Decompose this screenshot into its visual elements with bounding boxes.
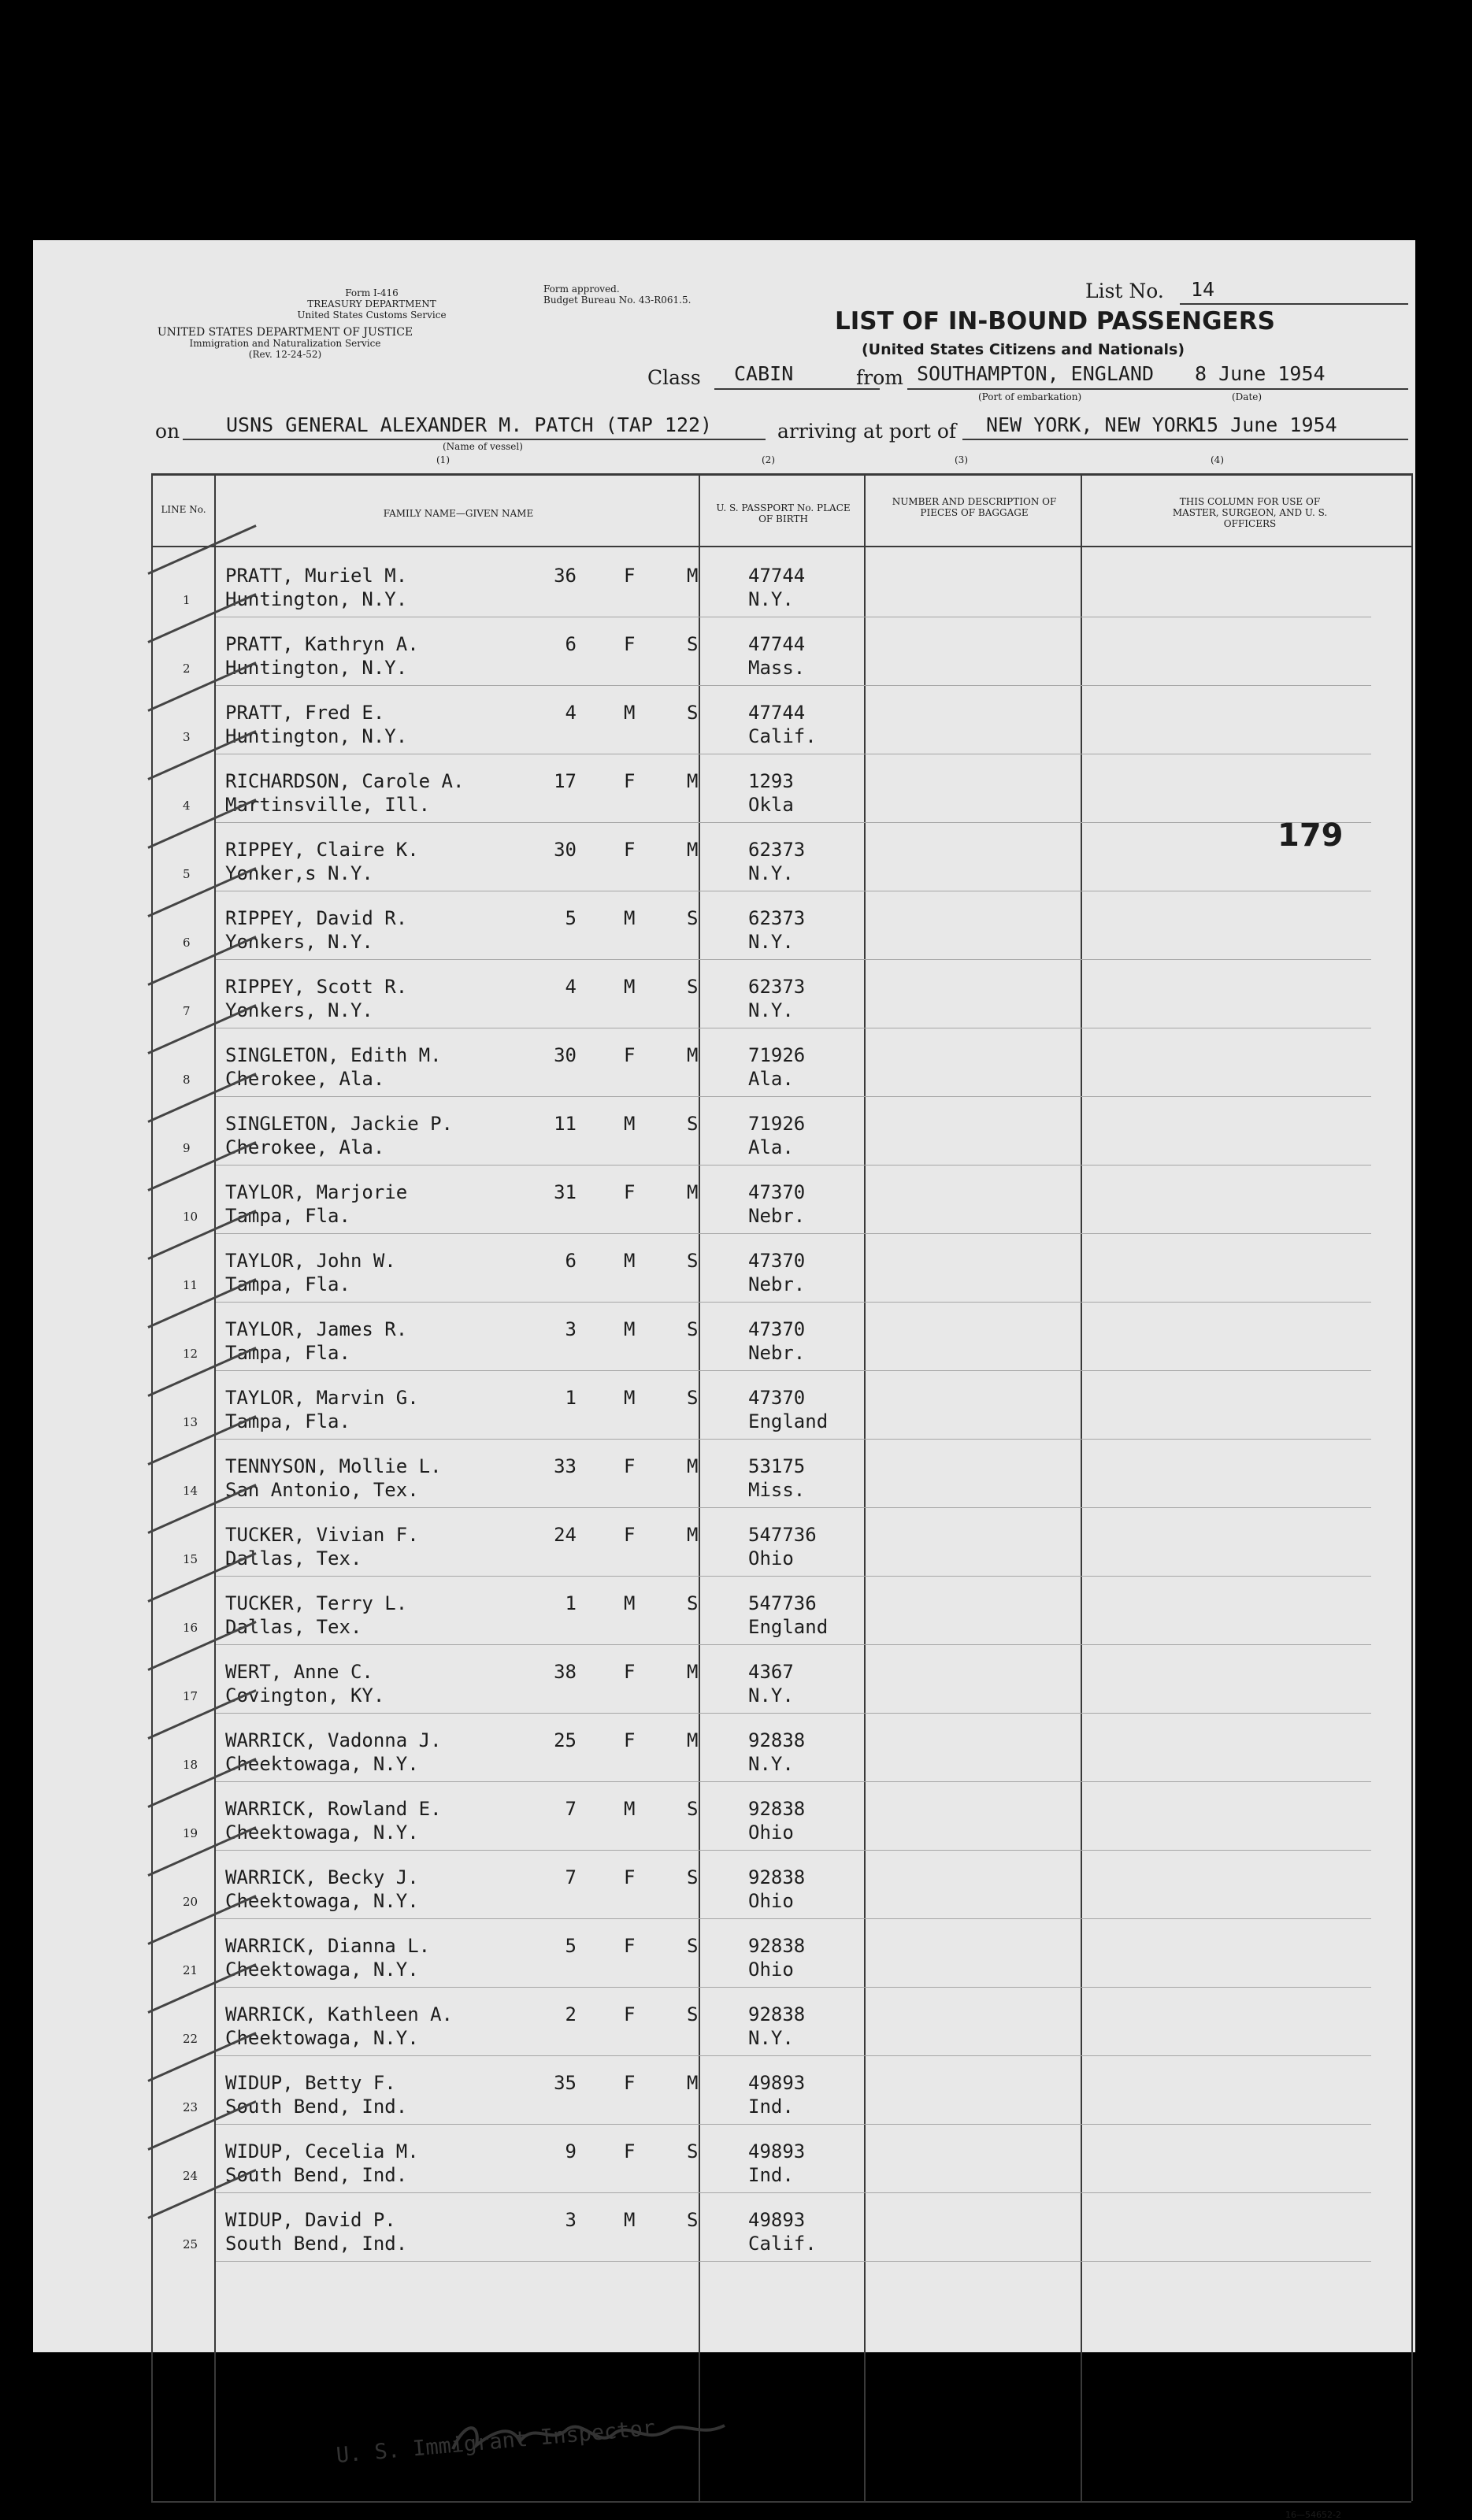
passenger-sex: F <box>624 1729 636 1751</box>
passenger-row <box>33 617 1415 686</box>
place-of-birth: Ind. <box>748 2164 794 2186</box>
passenger-name: WERT, Anne C. <box>225 1661 373 1683</box>
passenger-age: 3 <box>565 1318 577 1340</box>
passenger-age: 33 <box>554 1455 577 1477</box>
form-code: 16—54652-2 <box>1285 2510 1341 2520</box>
passenger-residence: Cheektowaga, N.Y. <box>225 1890 419 1912</box>
passenger-age: 38 <box>554 1661 577 1683</box>
passenger-age: 6 <box>565 1250 577 1272</box>
marital-status: S <box>687 1592 699 1614</box>
passenger-age: 30 <box>554 1044 577 1066</box>
revision-label: (Rev. 12-24-52) <box>248 349 322 360</box>
marital-status: S <box>687 702 699 724</box>
place-of-birth: Calif. <box>748 2233 817 2255</box>
passport-number: 47370 <box>748 1250 806 1272</box>
passenger-row <box>33 960 1415 1028</box>
marital-status: M <box>687 770 699 792</box>
line-number: 7 <box>183 1004 191 1018</box>
place-of-birth: Ohio <box>748 1890 794 1912</box>
passenger-sex: F <box>624 1181 636 1203</box>
marital-status: M <box>687 565 699 587</box>
passenger-name: RIPPEY, Scott R. <box>225 976 408 998</box>
passenger-residence: Cheektowaga, N.Y. <box>225 2027 419 2049</box>
marital-status: M <box>687 1181 699 1203</box>
passenger-age: 30 <box>554 839 577 861</box>
line-number: 19 <box>183 1826 198 1840</box>
passport-number: 62373 <box>748 839 806 861</box>
line-number: 18 <box>183 1758 198 1772</box>
passenger-residence: Tampa, Fla. <box>225 1342 350 1364</box>
passenger-sex: M <box>624 1798 636 1820</box>
place-of-birth: N.Y. <box>748 1753 794 1775</box>
marital-status: S <box>687 1935 699 1957</box>
list-no-label: List No. <box>1085 280 1164 302</box>
passenger-row <box>33 1028 1415 1097</box>
passenger-sex: M <box>624 702 636 724</box>
marital-status: S <box>687 2140 699 2162</box>
passenger-age: 6 <box>565 633 577 655</box>
passenger-row <box>33 1645 1415 1714</box>
line-number: 10 <box>183 1210 198 1224</box>
passenger-name: PRATT, Fred E. <box>225 702 385 724</box>
place-of-birth: N.Y. <box>748 862 794 884</box>
passenger-age: 25 <box>554 1729 577 1751</box>
passenger-name: TAYLOR, John W. <box>225 1250 396 1272</box>
place-of-birth: Ala. <box>748 1068 794 1090</box>
passenger-row <box>33 1440 1415 1508</box>
passenger-name: PRATT, Kathryn A. <box>225 633 419 655</box>
passenger-name: WARRICK, Rowland E. <box>225 1798 442 1820</box>
arrival-port-value: NEW YORK, NEW YORK <box>986 413 1199 436</box>
header-family-name: FAMILY NAME—GIVEN NAME <box>383 508 534 519</box>
document-title: LIST OF IN-BOUND PASSENGERS <box>835 307 1275 335</box>
passenger-residence: Tampa, Fla. <box>225 1205 350 1227</box>
passenger-sex: F <box>624 770 636 792</box>
passenger-sex: F <box>624 2140 636 2162</box>
arrival-date-value: 15 June 1954 <box>1195 413 1337 436</box>
line-number: 12 <box>183 1347 198 1361</box>
immigrant-inspector-stamp: U. S. Immigrant Inspector <box>335 2415 657 2468</box>
passenger-age: 1 <box>565 1592 577 1614</box>
place-of-birth: N.Y. <box>748 931 794 953</box>
passenger-row <box>33 1988 1415 2056</box>
line-number: 8 <box>183 1073 191 1087</box>
place-of-birth: Calif. <box>748 725 817 747</box>
approval-block <box>543 284 691 306</box>
passenger-residence: Cheektowaga, N.Y. <box>225 1821 419 1844</box>
passenger-residence: Martinsville, Ill. <box>225 794 431 816</box>
passenger-age: 7 <box>565 1866 577 1888</box>
passenger-age: 24 <box>554 1524 577 1546</box>
passenger-name: TAYLOR, James R. <box>225 1318 408 1340</box>
passenger-name: WIDUP, David P. <box>225 2209 396 2231</box>
passport-number: 47370 <box>748 1387 806 1409</box>
passenger-residence: Dallas, Tex. <box>225 1547 362 1569</box>
line-number: 5 <box>183 867 191 881</box>
passport-number: 47370 <box>748 1181 806 1203</box>
passenger-sex: M <box>624 1592 636 1614</box>
line-number: 14 <box>183 1484 198 1498</box>
column-number-1: (1) <box>436 454 450 465</box>
passenger-sex: F <box>624 2072 636 2094</box>
passenger-name: WARRICK, Vadonna J. <box>225 1729 442 1751</box>
vessel-name: USNS GENERAL ALEXANDER M. PATCH (TAP 122) <box>226 413 713 436</box>
place-of-birth: Nebr. <box>748 1273 806 1295</box>
passport-number: 47744 <box>748 633 806 655</box>
passport-number: 92838 <box>748 1798 806 1820</box>
passenger-age: 11 <box>554 1113 577 1135</box>
vessel-caption: (Name of vessel) <box>443 441 523 452</box>
passenger-row <box>33 1234 1415 1303</box>
form-number: Form I-416 <box>345 287 399 298</box>
passenger-row <box>33 1166 1415 1234</box>
from-port-value: SOUTHAMPTON, ENGLAND <box>917 362 1155 385</box>
passport-number: 92838 <box>748 1935 806 1957</box>
passport-number: 71926 <box>748 1044 806 1066</box>
passenger-age: 35 <box>554 2072 577 2094</box>
passenger-name: PRATT, Muriel M. <box>225 565 408 587</box>
passenger-sex: M <box>624 1250 636 1272</box>
from-underline <box>907 388 1408 390</box>
passenger-sex: F <box>624 1935 636 1957</box>
document-subtitle: (United States Citizens and Nationals) <box>862 341 1185 358</box>
place-of-birth: N.Y. <box>748 588 794 610</box>
passenger-row <box>33 1508 1415 1577</box>
passenger-age: 4 <box>565 976 577 998</box>
place-of-birth: Ala. <box>748 1136 794 1158</box>
line-number: 1 <box>183 593 191 607</box>
column-number-2: (2) <box>762 454 775 465</box>
marital-status: M <box>687 839 699 861</box>
line-number: 20 <box>183 1895 198 1909</box>
table-top-border <box>151 473 1411 476</box>
passenger-sex: F <box>624 2003 636 2025</box>
marital-status: S <box>687 2003 699 2025</box>
passenger-age: 7 <box>565 1798 577 1820</box>
passenger-residence: Covington, KY. <box>225 1684 385 1707</box>
passenger-name: WARRICK, Kathleen A. <box>225 2003 453 2025</box>
header-baggage: NUMBER AND DESCRIPTION OF PIECES OF BAGGAGE <box>892 496 1057 518</box>
arriving-label: arriving at port of <box>777 420 957 443</box>
passport-number: 4367 <box>748 1661 794 1683</box>
vessel-underline <box>183 439 766 440</box>
marital-status: M <box>687 1455 699 1477</box>
passenger-age: 31 <box>554 1181 577 1203</box>
passenger-row <box>33 2193 1415 2262</box>
passenger-residence: South Bend, Ind. <box>225 2096 408 2118</box>
place-of-birth: Nebr. <box>748 1342 806 1364</box>
passenger-row <box>33 1577 1415 1645</box>
passenger-sex: F <box>624 1524 636 1546</box>
place-of-birth: Miss. <box>748 1479 806 1501</box>
arrival-underline <box>962 439 1408 440</box>
passenger-age: 5 <box>565 1935 577 1957</box>
passenger-row <box>33 686 1415 754</box>
passport-number: 71926 <box>748 1113 806 1135</box>
passenger-sex: M <box>624 907 636 929</box>
passenger-row <box>33 1714 1415 1782</box>
passenger-sex: F <box>624 633 636 655</box>
marital-status: S <box>687 633 699 655</box>
passenger-age: 5 <box>565 907 577 929</box>
passenger-name: WIDUP, Betty F. <box>225 2072 396 2094</box>
passenger-residence: Cherokee, Ala. <box>225 1068 385 1090</box>
marital-status: S <box>687 1798 699 1820</box>
line-number: 22 <box>183 2032 198 2046</box>
passenger-row <box>33 2125 1415 2193</box>
passenger-residence: Huntington, N.Y. <box>225 657 408 679</box>
passenger-name: WARRICK, Becky J. <box>225 1866 419 1888</box>
passenger-sex: M <box>624 1387 636 1409</box>
passenger-sex: M <box>624 1318 636 1340</box>
place-of-birth: N.Y. <box>748 2027 794 2049</box>
header-line-no: LINE No. <box>161 504 206 515</box>
place-of-birth: Ohio <box>748 1959 794 1981</box>
class-value: CABIN <box>734 362 794 385</box>
passport-number: 62373 <box>748 907 806 929</box>
place-of-birth: Ohio <box>748 1547 794 1569</box>
table-header-border <box>151 546 1411 547</box>
place-of-birth: Ohio <box>748 1821 794 1844</box>
passport-number: 47744 <box>748 565 806 587</box>
departure-date-value: 8 June 1954 <box>1195 362 1326 385</box>
passenger-sex: M <box>624 2209 636 2231</box>
passenger-row <box>33 1851 1415 1919</box>
list-no-underline <box>1180 303 1408 305</box>
marital-status: M <box>687 1661 699 1683</box>
passenger-residence: San Antonio, Tex. <box>225 1479 419 1501</box>
date-caption: (Date) <box>1232 391 1263 402</box>
marital-status: S <box>687 1250 699 1272</box>
line-number: 11 <box>183 1278 198 1292</box>
passenger-residence: Tampa, Fla. <box>225 1410 350 1432</box>
marital-status: S <box>687 2209 699 2231</box>
passport-number: 547736 <box>748 1592 817 1614</box>
passenger-name: SINGLETON, Jackie P. <box>225 1113 453 1135</box>
passenger-name: TUCKER, Terry L. <box>225 1592 408 1614</box>
officer-note-value: 179 <box>1277 817 1344 854</box>
passenger-name: RICHARDSON, Carole A. <box>225 770 465 792</box>
passenger-age: 4 <box>565 702 577 724</box>
passenger-row <box>33 1303 1415 1371</box>
passenger-name: TAYLOR, Marjorie <box>225 1181 408 1203</box>
passenger-row <box>33 2056 1415 2125</box>
line-number: 21 <box>183 1963 198 1977</box>
marital-status: M <box>687 1729 699 1751</box>
passport-number: 92838 <box>748 1729 806 1751</box>
line-number: 25 <box>183 2237 198 2251</box>
treasury-label: TREASURY DEPARTMENT <box>307 298 436 309</box>
passenger-residence: Huntington, N.Y. <box>225 588 408 610</box>
passenger-name: TUCKER, Vivian F. <box>225 1524 419 1546</box>
passenger-name: TENNYSON, Mollie L. <box>225 1455 442 1477</box>
marital-status: S <box>687 1318 699 1340</box>
passport-number: 62373 <box>748 976 806 998</box>
approval-label: Form approved. <box>543 284 620 295</box>
passenger-residence: Yonker,s N.Y. <box>225 862 373 884</box>
line-number: 9 <box>183 1141 191 1155</box>
place-of-birth: N.Y. <box>748 1684 794 1707</box>
place-of-birth: N.Y. <box>748 999 794 1021</box>
class-label: Class <box>647 366 701 389</box>
passenger-row <box>33 754 1415 823</box>
header-officers: THIS COLUMN FOR USE OF MASTER, SURGEON, AND U. S. OFFICERS <box>1172 496 1328 529</box>
ins-label: Immigration and Naturalization Service <box>189 338 381 349</box>
passenger-sex: F <box>624 839 636 861</box>
line-number: 4 <box>183 799 191 813</box>
passenger-sex: M <box>624 1113 636 1135</box>
passenger-sex: M <box>624 976 636 998</box>
passport-number: 547736 <box>748 1524 817 1546</box>
passport-number: 47370 <box>748 1318 806 1340</box>
line-number: 2 <box>183 662 191 676</box>
budget-bureau-label: Budget Bureau No. 43-R061.5. <box>543 295 692 306</box>
line-number: 23 <box>183 2100 198 2114</box>
passenger-name: TAYLOR, Marvin G. <box>225 1387 419 1409</box>
form-header-left <box>269 287 474 321</box>
line-number: 15 <box>183 1552 198 1566</box>
passenger-residence: South Bend, Ind. <box>225 2233 408 2255</box>
passenger-residence: South Bend, Ind. <box>225 2164 408 2186</box>
passenger-name: RIPPEY, Claire K. <box>225 839 419 861</box>
line-number: 16 <box>183 1621 198 1635</box>
place-of-birth: Mass. <box>748 657 806 679</box>
customs-label: United States Customs Service <box>297 309 447 321</box>
port-caption: (Port of embarkation) <box>978 391 1082 402</box>
marital-status: S <box>687 1113 699 1135</box>
passport-number: 49893 <box>748 2209 806 2231</box>
passenger-list-sheet <box>33 240 1415 2520</box>
line-number: 6 <box>183 936 191 950</box>
passport-number: 47744 <box>748 702 806 724</box>
passenger-age: 1 <box>565 1387 577 1409</box>
passenger-age: 17 <box>554 770 577 792</box>
passenger-age: 36 <box>554 565 577 587</box>
passenger-row <box>33 891 1415 960</box>
passenger-name: WIDUP, Cecelia M. <box>225 2140 419 2162</box>
passport-number: 49893 <box>748 2140 806 2162</box>
on-label: on <box>155 420 180 443</box>
header-passport: U. S. PASSPORT No. PLACE OF BIRTH <box>716 502 851 524</box>
from-label: from <box>856 366 903 389</box>
passenger-sex: F <box>624 1455 636 1477</box>
row-separator <box>216 2261 1371 2262</box>
place-of-birth: Okla <box>748 794 794 816</box>
place-of-birth: Ind. <box>748 2096 794 2118</box>
passport-number: 53175 <box>748 1455 806 1477</box>
passport-number: 1293 <box>748 770 794 792</box>
place-of-birth: England <box>748 1616 829 1638</box>
passenger-sex: F <box>624 1044 636 1066</box>
class-underline <box>714 388 880 390</box>
place-of-birth: England <box>748 1410 829 1432</box>
passenger-row <box>33 1782 1415 1851</box>
passenger-row <box>33 823 1415 891</box>
passenger-sex: F <box>624 565 636 587</box>
list-no-value: 14 <box>1191 278 1215 301</box>
passport-number: 92838 <box>748 1866 806 1888</box>
passenger-residence: Yonkers, N.Y. <box>225 999 373 1021</box>
passenger-row <box>33 1919 1415 1988</box>
passenger-age: 9 <box>565 2140 577 2162</box>
marital-status: S <box>687 907 699 929</box>
passenger-residence: Cherokee, Ala. <box>225 1136 385 1158</box>
passenger-residence: Tampa, Fla. <box>225 1273 350 1295</box>
justice-label: UNITED STATES DEPARTMENT OF JUSTICE <box>157 326 413 339</box>
marital-status: M <box>687 2072 699 2094</box>
marital-status: S <box>687 1866 699 1888</box>
line-number: 17 <box>183 1689 198 1703</box>
passenger-name: SINGLETON, Edith M. <box>225 1044 442 1066</box>
marital-status: M <box>687 1524 699 1546</box>
passenger-residence: Yonkers, N.Y. <box>225 931 373 953</box>
column-number-3: (3) <box>955 454 968 465</box>
passenger-residence: Huntington, N.Y. <box>225 725 408 747</box>
passenger-row <box>33 549 1415 617</box>
passenger-residence: Cheektowaga, N.Y. <box>225 1753 419 1775</box>
marital-status: S <box>687 1387 699 1409</box>
line-number: 3 <box>183 730 191 744</box>
passport-number: 49893 <box>748 2072 806 2094</box>
marital-status: M <box>687 1044 699 1066</box>
marital-status: S <box>687 976 699 998</box>
passenger-residence: Cheektowaga, N.Y. <box>225 1959 419 1981</box>
passenger-age: 2 <box>565 2003 577 2025</box>
table-bottom-border <box>151 2501 1411 2503</box>
column-number-4: (4) <box>1211 454 1224 465</box>
place-of-birth: Nebr. <box>748 1205 806 1227</box>
passenger-residence: Dallas, Tex. <box>225 1616 362 1638</box>
line-number: 24 <box>183 2169 198 2183</box>
passenger-row <box>33 1371 1415 1440</box>
line-number: 13 <box>183 1415 198 1429</box>
justice-block <box>143 327 427 360</box>
passenger-age: 3 <box>565 2209 577 2231</box>
passenger-name: WARRICK, Dianna L. <box>225 1935 431 1957</box>
passenger-row <box>33 1097 1415 1166</box>
passenger-name: RIPPEY, David R. <box>225 907 408 929</box>
passenger-sex: F <box>624 1661 636 1683</box>
passenger-sex: F <box>624 1866 636 1888</box>
passport-number: 92838 <box>748 2003 806 2025</box>
